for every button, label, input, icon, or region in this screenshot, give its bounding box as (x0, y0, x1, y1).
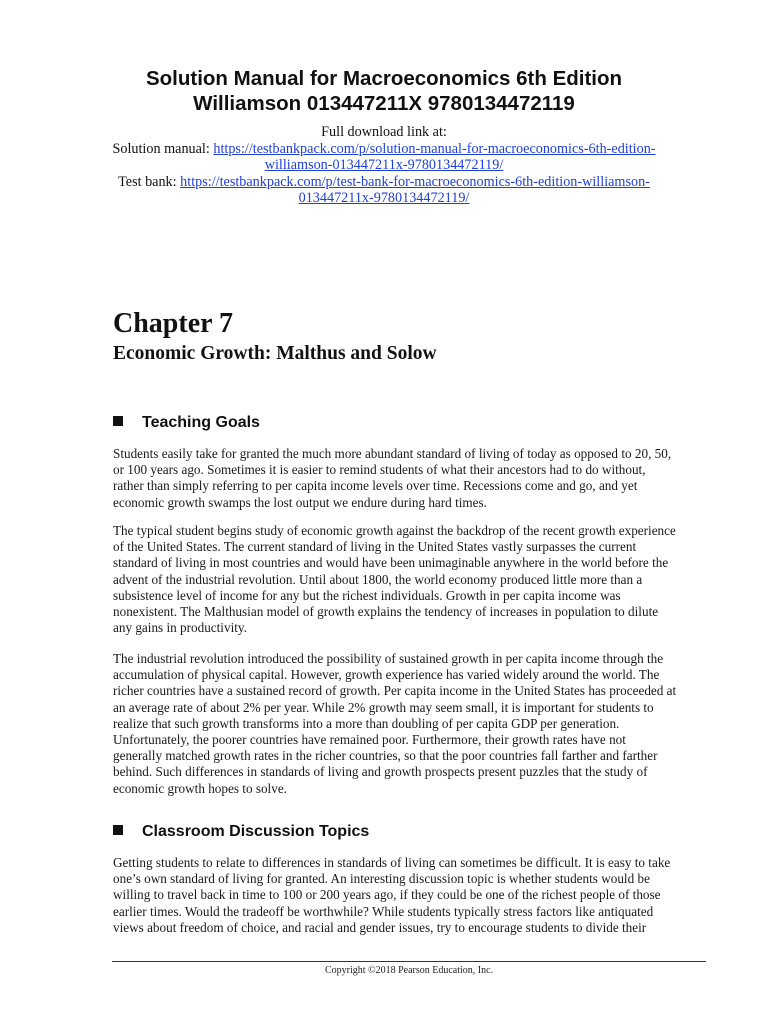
paragraph-line: rather than simply referring to per capita income levels over time. Recessions come and go, and yet (113, 478, 638, 494)
test-bank-row (60, 174, 708, 191)
document-title-line-2: Williamson 013447211X 9780134472119 (193, 92, 575, 115)
paragraph-line: accumulation of physical capital. However, growth experience has varied widely around the world. The (113, 667, 660, 683)
solution-manual-link[interactable]: https://testbankpack.com/p/solution-manual-for-macroeconomics-6th-edition- (213, 140, 656, 157)
paragraph (113, 651, 713, 797)
paragraph-line: realize that such growth transforms into a more than doubling of per capita GDP per generation. (113, 715, 620, 731)
download-label: Full download link at: (321, 124, 447, 140)
paragraph (113, 523, 713, 636)
chapter-subtitle: Economic Growth: Malthus and Solow (113, 343, 437, 364)
paragraph-line: generally matched growth rates in the richer countries, so that the poor countries fall farther and farther (113, 748, 658, 764)
paragraph-line: or 100 years ago. Sometimes it is easier to remind students of what their ancestors had to do without, (113, 462, 646, 478)
paragraph-line: The typical student begins study of economic growth against the backdrop of the recent growth experience (113, 523, 676, 538)
paragraph-line: economic growth hopes to solve. (113, 780, 287, 796)
paragraph-line: earlier times. Would the tradeoff be worthwhile? While students typically stress factors like antiquated (113, 903, 654, 919)
paragraph-line: one’s own standard of living for granted. An interesting discussion topic is whether students would be (113, 871, 650, 887)
paragraph-line: willing to travel back in time to 100 or 200 years ago, if they could be one of the richest people of those (113, 887, 661, 903)
solution-manual-label: Solution manual: (112, 140, 214, 157)
paragraph-line: of the United States. The current standard of living in the United States vastly surpasses the current (113, 539, 637, 555)
test-bank-row-cont (60, 190, 708, 207)
test-bank-label: Test bank: (118, 173, 181, 190)
document-title (60, 66, 708, 116)
paragraph-line: advent of the industrial revolution. Until about 1800, the world economy produced little more than a (113, 571, 643, 587)
test-bank-link[interactable]: https://testbankpack.com/p/test-bank-for-macroeconomics-6th-edition-williamson- (180, 173, 650, 190)
solution-manual-row-cont (60, 157, 708, 174)
paragraph-line: Unfortunately, the poorer countries have remained poor. Furthermore, their growth rates have not (113, 732, 626, 748)
test-bank-link-cont[interactable]: 013447211x-9780134472119/ (298, 190, 470, 206)
footer-divider (112, 961, 706, 962)
square-bullet-icon (113, 416, 123, 426)
paragraph-line: economic growth swamps the lost output we endure during hard times. (113, 494, 487, 510)
paragraph-line: any gains in productivity. (113, 620, 247, 636)
paragraph-line: richer countries have a sustained record of growth. Per capita income in the United States has proceeded at (113, 683, 677, 699)
solution-manual-row (60, 141, 708, 158)
footer-copyright: Copyright ©2018 Pearson Education, Inc. (324, 965, 494, 976)
paragraph-line: standard of living in most countries and would have been unimaginable anywhere in the world before the (113, 555, 669, 571)
section-heading-teaching-goals (113, 413, 260, 433)
paragraph-line: views about freedom of choice, and racial and gender issues, try to encourage students to divide their (113, 919, 647, 935)
paragraph-line: an average rate of about 2% per year. While 2% growth may seem small, it is important for students to (113, 699, 654, 715)
paragraph-line: behind. Such differences in standards of living and growth prospects present puzzles that the study of (113, 764, 648, 780)
paragraph (113, 855, 713, 936)
paragraph-line: Students easily take for granted the much more abundant standard of living of today as opposed to 20, 50, (113, 446, 672, 461)
document-title-line-1: Solution Manual for Macroeconomics 6th Edition (145, 67, 623, 90)
download-links-block (60, 124, 708, 207)
paragraph-line: The industrial revolution introduced the possibility of sustained growth in per capita income through the (113, 651, 664, 666)
paragraph-line: subsistence level of income for any but the richest individuals. Growth in per capita income was (113, 587, 621, 603)
paragraph (113, 446, 713, 511)
square-bullet-icon (113, 825, 123, 835)
section-heading-label: Classroom Discussion Topics (142, 823, 370, 840)
solution-manual-link-cont[interactable]: williamson-013447211x-9780134472119/ (264, 157, 504, 173)
section-heading-discussion-topics (113, 822, 369, 842)
section-heading-label: Teaching Goals (142, 414, 260, 431)
paragraph-line: Getting students to relate to differences in standards of living can sometimes be difficult. It is easy to take (113, 855, 671, 870)
paragraph-line: nonexistent. The Malthusian model of growth explains the tendency of increases in population to dilute (113, 604, 659, 620)
chapter-title: Chapter 7 (113, 308, 234, 339)
